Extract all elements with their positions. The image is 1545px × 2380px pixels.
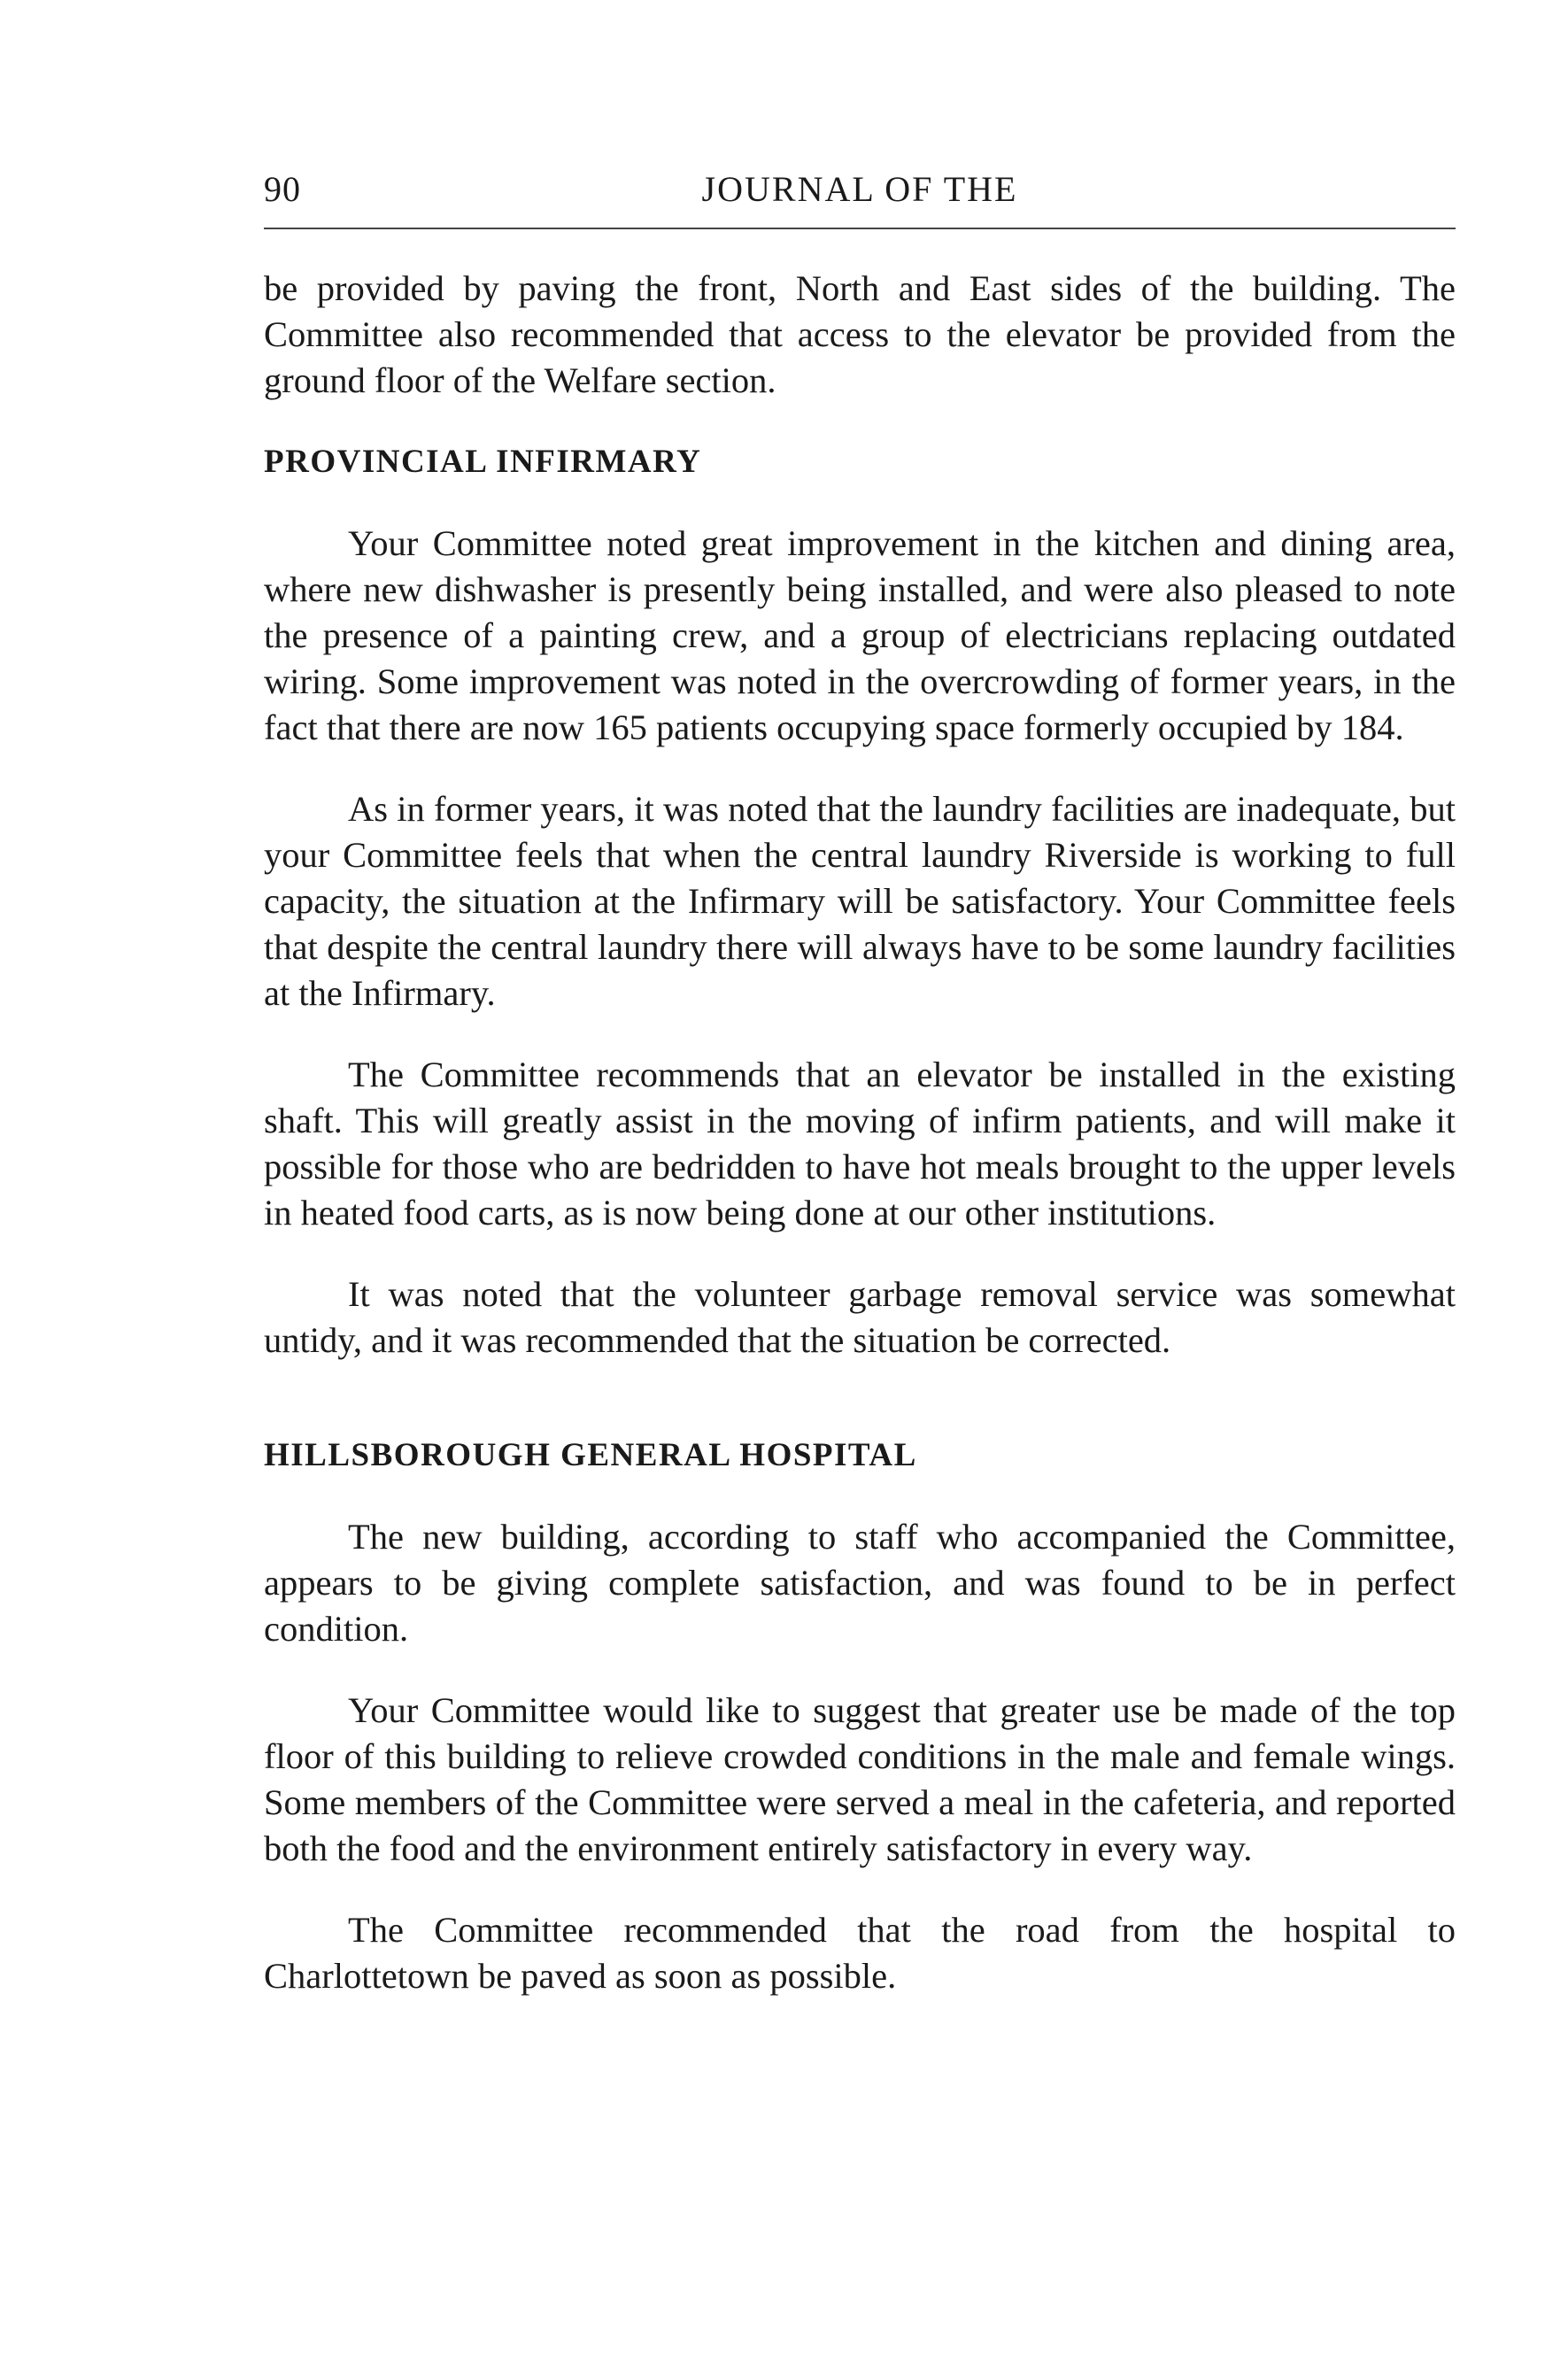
paragraph: The Committee recommends that an elevator be installed in the existing shaft. This will greatly assist in the moving of infirm patients, and will make it possible for those who are bedridden to have hot meals brought to the upper levels in heated food carts, as is now being done at our other institutions. (264, 1055, 1456, 1232)
page-number: 90 (264, 169, 301, 209)
paragraph: The new building, according to staff who accompanied the Committee, appears to be giving complete satisfaction, and was found to be in perfect condition. (264, 1517, 1456, 1649)
page-body (264, 266, 1456, 2035)
paragraph: It was noted that the volunteer garbage removal service was somewhat untidy, and it was recommended that the situation be corrected. (264, 1274, 1456, 1360)
paragraph: Your Committee noted great improvement in the kitchen and dining area, where new dishwasher is presently being installed, and were also pleased to note the presence of a painting crew, and a group of electricians replacing outdated wiring. Some improvement was noted in the overcrowding of former years, in the fact that there are now 165 patients occupying space formerly occupied by 184. (264, 523, 1456, 747)
section-heading-provincial-infirmary: PROVINCIAL INFIRMARY (264, 444, 702, 480)
paragraph: Your Committee would like to suggest that greater use be made of the top floor of this building to relieve crowded conditions in the male and female wings. Some members of the Committee were served a meal in the cafeteria, and reported both the food and the environment entirely satisfactory in every way. (264, 1690, 1456, 1868)
paragraph-continued: be provided by paving the front, North and East sides of the building. The Committee also recommended that access to the elevator be provided from the ground floor of the Welfare section. (264, 268, 1456, 400)
header-rule (264, 228, 1456, 229)
journal-title: JOURNAL OF THE (701, 169, 1018, 209)
running-head (264, 168, 1456, 221)
paragraph: The Committee recommended that the road from the hospital to Charlottetown be paved as soon as possible. (264, 1910, 1456, 1996)
paragraph: As in former years, it was noted that the laundry facilities are inadequate, but your Committee feels that when the central laundry Riverside is working to full capacity, the situation at the Infirmary will be satisfactory. Your Committee feels that despite the central laundry there will always have to be some laundry facilities at the Infirmary. (264, 789, 1456, 1013)
section-heading-hillsborough-general-hospital: HILLSBOROUGH GENERAL HOSPITAL (264, 1437, 917, 1473)
